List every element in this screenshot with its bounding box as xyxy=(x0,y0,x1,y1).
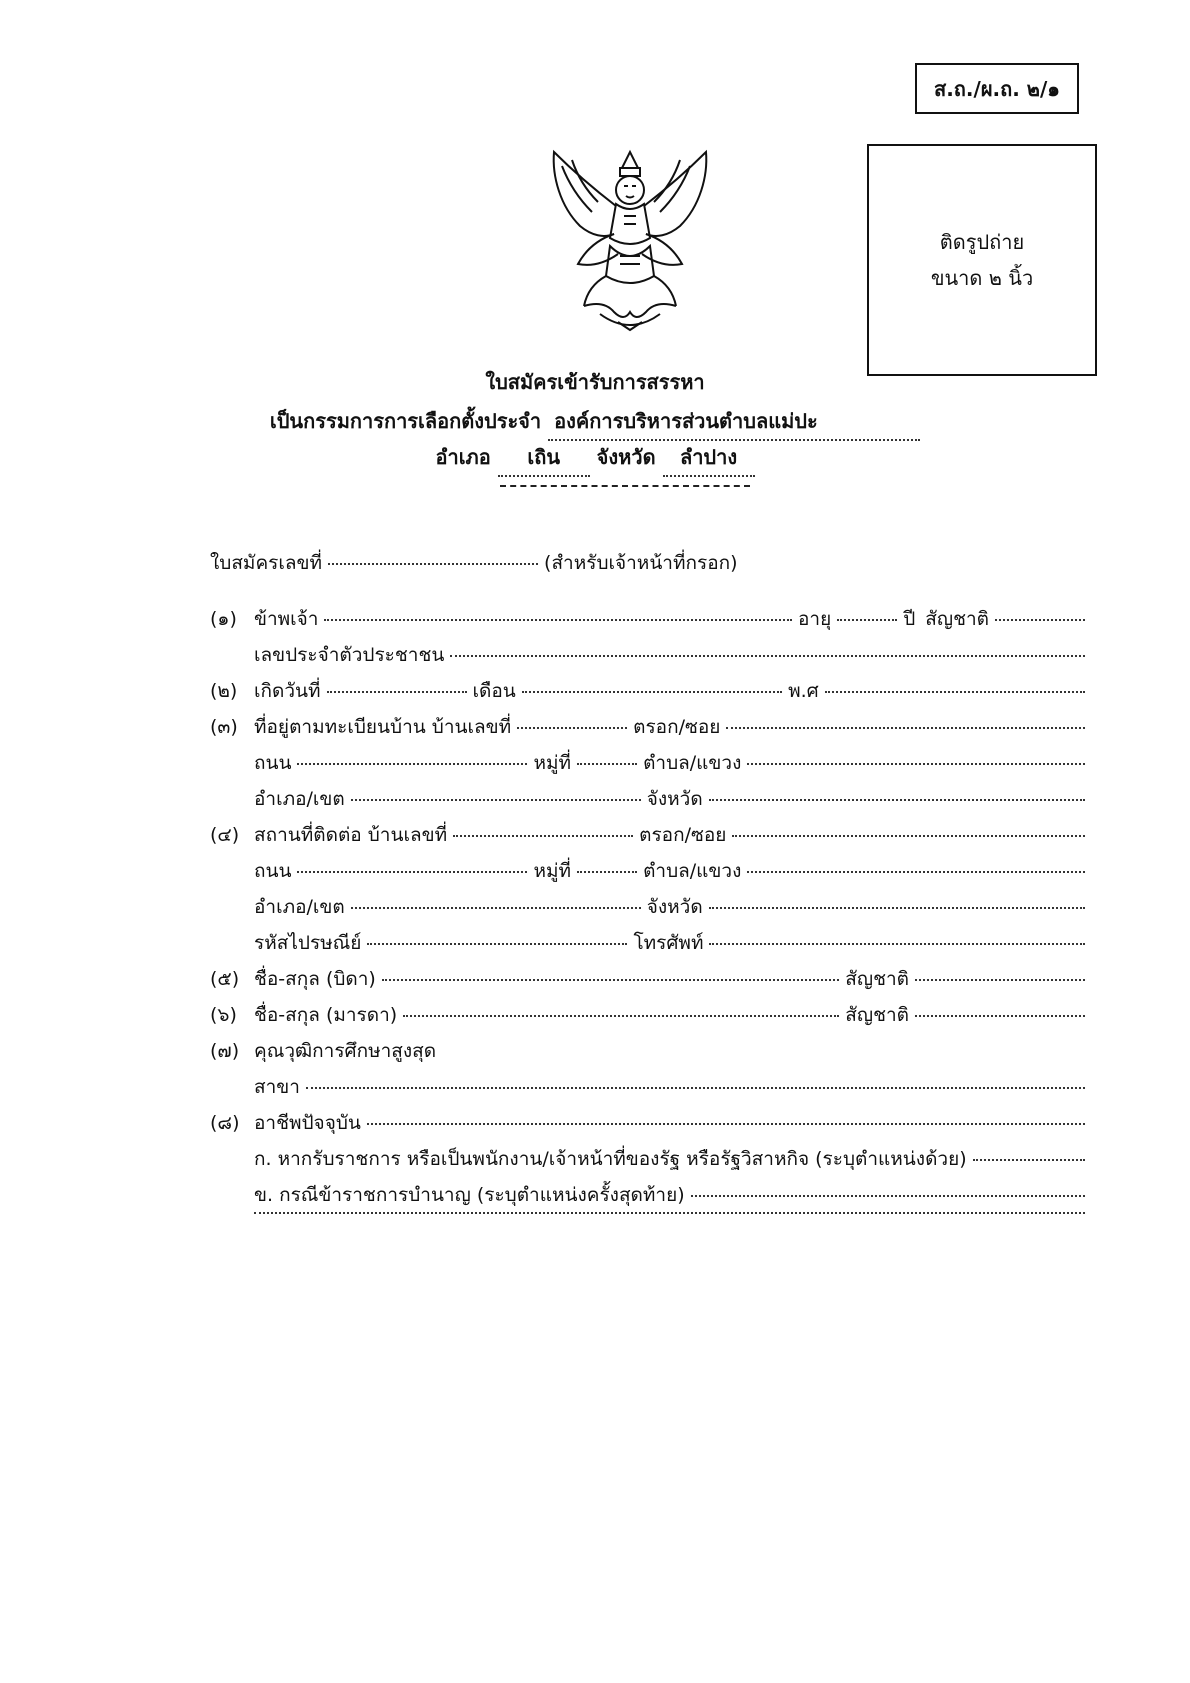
father-label: ชื่อ-สกุล (บิดา) xyxy=(254,968,376,990)
mother-field[interactable] xyxy=(403,1015,839,1017)
item-number: (๔) xyxy=(210,824,240,846)
application-no-field[interactable] xyxy=(328,563,538,565)
reg-house-no-label: ที่อยู่ตามทะเบียนบ้าน บ้านเลขที่ xyxy=(254,716,512,738)
age-label: อายุ xyxy=(798,608,832,630)
mother-nationality-label: สัญชาติ xyxy=(845,1004,909,1026)
name-label: ข้าพเจ้า xyxy=(254,608,319,630)
father-nationality-label: สัญชาติ xyxy=(845,968,909,990)
occupation-extra-row xyxy=(210,1216,1085,1252)
reg-amphoe-label: อำเภอ/เขต xyxy=(254,788,345,810)
major-label: สาขา xyxy=(254,1076,300,1098)
contact-house-no-label: สถานที่ติดต่อ บ้านเลขที่ xyxy=(254,824,448,846)
contact-province-label: จังหวัด xyxy=(646,896,703,918)
contact-lane-field[interactable] xyxy=(732,835,1085,837)
committee-label: เป็นกรรมการการเลือกตั้งประจำ xyxy=(269,409,542,433)
occupation-b-field[interactable] xyxy=(691,1195,1085,1197)
contact-road-field[interactable] xyxy=(297,871,527,873)
contact-lane-label: ตรอก/ซอย xyxy=(639,824,727,846)
reg-amphoe-row xyxy=(210,784,1085,820)
title-separator xyxy=(500,485,750,487)
location-line xyxy=(0,441,1190,477)
major-row xyxy=(210,1072,1085,1108)
age-field[interactable] xyxy=(837,619,897,621)
amphoe-title-value: เถิน xyxy=(498,441,590,477)
occupation-a-row xyxy=(210,1144,1085,1180)
application-no-row xyxy=(210,548,1085,584)
item-1-row xyxy=(210,604,1085,640)
item-number: (๖) xyxy=(210,1004,237,1026)
contact-tambon-label: ตำบล/แขวง xyxy=(643,860,742,882)
form-code: ส.ถ./ผ.ถ. ๒/๑ xyxy=(934,76,1060,101)
reg-province-label: จังหวัด xyxy=(646,788,703,810)
contact-house-no-field[interactable] xyxy=(453,835,633,837)
contact-moo-label: หมู่ที่ xyxy=(533,860,572,882)
father-field[interactable] xyxy=(382,979,839,981)
item-number: (๘) xyxy=(210,1112,240,1134)
contact-postal-row xyxy=(210,928,1085,964)
item-number: (๑) xyxy=(210,608,237,630)
item-number: (๕) xyxy=(210,968,240,990)
occupation-label: อาชีพปัจจุบัน xyxy=(254,1112,361,1134)
reg-amphoe-field[interactable] xyxy=(351,799,641,801)
id-card-label: เลขประจำตัวประชาชน xyxy=(254,644,445,666)
form-title: ใบสมัครเข้ารับการสรรหา xyxy=(485,370,705,394)
reg-moo-label: หมู่ที่ xyxy=(533,752,572,774)
item-7-row xyxy=(210,1036,1085,1072)
birth-year-field[interactable] xyxy=(825,691,1085,693)
postal-field[interactable] xyxy=(367,943,627,945)
mother-nationality-field[interactable] xyxy=(915,1015,1085,1017)
reg-lane-field[interactable] xyxy=(726,727,1085,729)
contact-province-field[interactable] xyxy=(709,907,1085,909)
occupation-extra-field[interactable] xyxy=(254,1212,1085,1214)
nationality-label: สัญชาติ xyxy=(925,608,989,630)
item-3-row xyxy=(210,712,1085,748)
reg-moo-field[interactable] xyxy=(577,763,637,765)
name-field[interactable] xyxy=(324,619,792,621)
id-card-field[interactable] xyxy=(450,655,1085,657)
application-no-label: ใบสมัครเลขที่ xyxy=(210,552,323,574)
postal-label: รหัสไปรษณีย์ xyxy=(254,932,362,954)
reg-province-field[interactable] xyxy=(709,799,1085,801)
item-number: (๓) xyxy=(210,716,238,738)
reg-tambon-label: ตำบล/แขวง xyxy=(643,752,742,774)
form-code-box xyxy=(915,63,1079,114)
item-6-row xyxy=(210,1000,1085,1036)
birth-day-field[interactable] xyxy=(327,691,467,693)
committee-line xyxy=(0,405,1190,441)
item-2-row xyxy=(210,676,1085,712)
reg-road-label: ถนน xyxy=(254,752,292,774)
major-field[interactable] xyxy=(306,1087,1085,1089)
contact-road-label: ถนน xyxy=(254,860,292,882)
item-5-row xyxy=(210,964,1085,1000)
item-number: (๒) xyxy=(210,680,238,702)
reg-road-field[interactable] xyxy=(297,763,527,765)
amphoe-title-label: อำเภอ xyxy=(435,445,491,469)
phone-label: โทรศัพท์ xyxy=(633,932,704,954)
contact-moo-field[interactable] xyxy=(577,871,637,873)
occupation-b-row xyxy=(210,1180,1085,1216)
garuda-emblem xyxy=(540,146,720,334)
province-title-value: ลำปาง xyxy=(663,441,755,477)
occupation-field[interactable] xyxy=(367,1123,1085,1125)
occupation-a-field[interactable] xyxy=(973,1159,1085,1161)
father-nationality-field[interactable] xyxy=(915,979,1085,981)
contact-amphoe-row xyxy=(210,892,1085,928)
application-no-note: (สำหรับเจ้าหน้าที่กรอก) xyxy=(544,552,738,574)
committee-value: องค์การบริหารส่วนตำบลแม่ปะ xyxy=(548,405,920,441)
item-number: (๗) xyxy=(210,1040,240,1062)
phone-field[interactable] xyxy=(709,943,1085,945)
contact-road-row xyxy=(210,856,1085,892)
reg-lane-label: ตรอก/ซอย xyxy=(633,716,721,738)
reg-tambon-field[interactable] xyxy=(747,763,1085,765)
birth-month-label: เดือน xyxy=(472,680,516,702)
birth-month-field[interactable] xyxy=(522,691,782,693)
application-form xyxy=(210,548,1085,1252)
occupation-a-label: ก. หากรับราชการ หรือเป็นพนักงาน/เจ้าหน้าที่ของรัฐ หรือรัฐวิสาหกิจ (ระบุตำแหน่งด้วย) xyxy=(254,1148,967,1170)
contact-amphoe-label: อำเภอ/เขต xyxy=(254,896,345,918)
item-4-row xyxy=(210,820,1085,856)
province-title-label: จังหวัด xyxy=(596,445,656,469)
photo-text-1: ติดรูปถ่าย xyxy=(939,230,1025,254)
year-label: ปี xyxy=(903,608,916,630)
reg-house-no-field[interactable] xyxy=(517,727,627,729)
contact-tambon-field[interactable] xyxy=(747,871,1085,873)
item-8-row xyxy=(210,1108,1085,1144)
mother-label: ชื่อ-สกุล (มารดา) xyxy=(254,1004,398,1026)
contact-amphoe-field[interactable] xyxy=(351,907,641,909)
photo-text-2: ขนาด ๒ นิ้ว xyxy=(930,266,1034,290)
photo-placeholder xyxy=(867,144,1097,376)
id-card-row xyxy=(210,640,1085,676)
nationality-field[interactable] xyxy=(995,619,1085,621)
education-label: คุณวุฒิการศึกษาสูงสุด xyxy=(254,1040,437,1062)
birth-year-label: พ.ศ xyxy=(788,680,819,702)
occupation-b-label: ข. กรณีข้าราชการบำนาญ (ระบุตำแหน่งครั้งสุดท้าย) xyxy=(254,1184,685,1206)
reg-road-row xyxy=(210,748,1085,784)
birth-day-label: เกิดวันที่ xyxy=(254,680,321,702)
